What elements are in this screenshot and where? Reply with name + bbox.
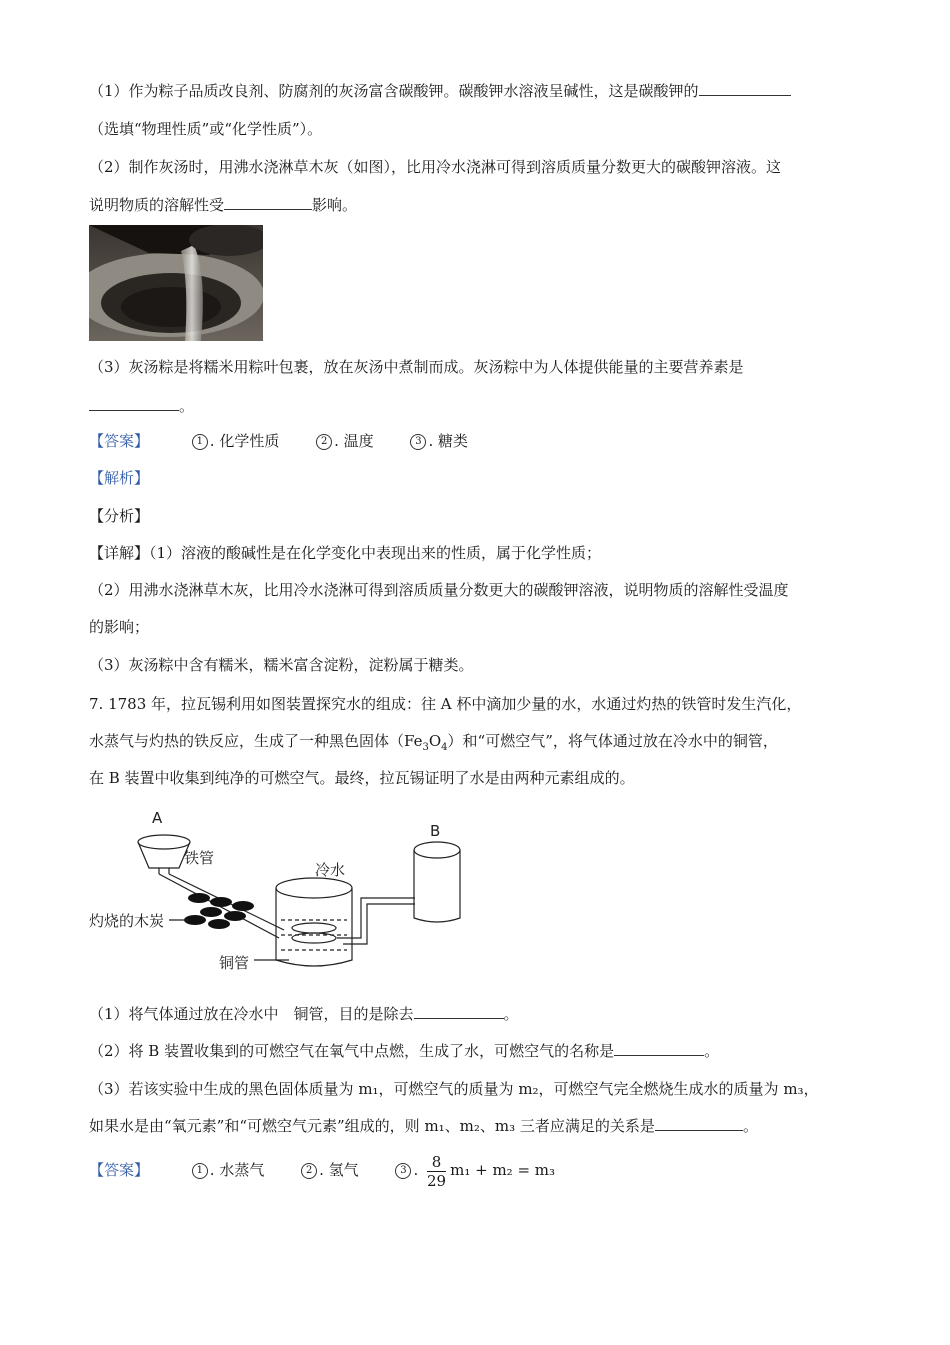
lye-pouring-photo [89,225,263,341]
answer-list [192,1152,587,1190]
analysis-tag: 【解析】 [89,469,150,487]
q6-part1-line1 [89,80,791,102]
answer-blank [224,195,312,210]
detail-line1: 【详解】（1）溶液的酸碱性是在化学变化中表现出来的性质，属于化学性质； [89,544,602,562]
q7-answer [89,1152,587,1190]
answer-blank [89,396,179,411]
q7-sub3-line1: （3）若该实验中生成的黑色固体质量为 m₁，可燃空气的质量为 m₂，可燃空气完全燃烧生成水的质量为 m₃， [89,1080,819,1098]
answer-list [192,432,500,450]
q7-intro-line3: 在 B 装置中收集到纯净的可燃空气。最终，拉瓦锡证明了水是由两种元素组成的。 [89,769,635,787]
fenxi-tag: 【分析】 [89,507,150,525]
q6-part2-line1: （2）制作灰汤时，用沸水浇淋草木灰（如图），比用冷水浇淋可得到溶质质量分数更大的碳酸钾溶液。这 [89,158,782,176]
q6-part2-line2: 说明物质的溶解性受 影响。 [89,196,358,214]
answer-item: 1 . 化学性质 [192,432,280,450]
q6-part1-text: （1）作为粽子品质改良剂、防腐剂的灰汤富含碳酸钾。碳酸钾水溶液呈碱性，这是碳酸钾的 [89,82,699,100]
formula-rest: m₁ + m₂ = m₃ [450,1161,556,1179]
answer-item: 2 . 温度 [316,432,374,450]
label-a: A [152,810,163,827]
q7-sub1: （1）将气体通过放在冷水中 铜管，目的是除去 。 [89,1005,519,1023]
label-charcoal: 灼烧的木炭 [89,912,165,930]
answer-tag: 【答案】 [89,1161,150,1179]
answer-item: 3 . $\frac{8}{29}$ m₁ + m₂ = m₃ [395,1161,555,1179]
lavoisier-apparatus-diagram [89,810,469,980]
label-copper-tube: 铜管 [219,954,250,972]
answer-blank [414,1004,504,1019]
answer-tag: 【答案】 [89,432,150,450]
answer-blank [655,1116,743,1131]
q7-sub2: （2）将 B 装置收集到的可燃空气在氧气中点燃，生成了水，可燃空气的名称是 。 [89,1042,720,1060]
label-b: B [430,822,441,840]
detail-tag: 【详解】 [89,544,150,562]
q6-answer [89,430,500,452]
label-cold-water: 冷水 [315,861,346,879]
label-iron-tube: 铁管 [184,849,215,867]
q7-intro-line1: 7. 1783 年，拉瓦锡利用如图装置探究水的组成：往 A 杯中滴加少量的水，水通过灼热的铁管时发生汽化， [89,695,802,713]
answer-item: 1 . 水蒸气 [192,1161,265,1179]
answer-item: 2 . 氢气 [301,1161,359,1179]
fraction: $\frac{8}{29}$ [427,1152,447,1190]
detail-line4: （3）灰汤粽中含有糯米，糯米富含淀粉，淀粉属于糖类。 [89,656,474,674]
detail-line2: （2）用沸水浇淋草木灰，比用冷水浇淋可得到溶质质量分数更大的碳酸钾溶液，说明物质的溶解性受温度 [89,581,789,599]
q6-part3-line2: 。 [89,395,194,417]
q6-part1-line2: （选填“物理性质”或“化学性质”）。 [89,120,323,138]
answer-blank [699,81,791,96]
charcoal-pieces [184,893,254,929]
q7-intro-line2: 水蒸气与灼热的铁反应，生成了一种黑色固体$(Fe_3O_4)$和“可燃空气”，将气体通过放在冷水中的铜管， [89,732,778,753]
detail-line3: 的影响； [89,618,150,636]
q6-part3-line1: （3）灰汤粽是将糯米用粽叶包裹，放在灰汤中煮制而成。灰汤粽中为人体提供能量的主要营养素是 [89,358,744,376]
answer-blank [614,1041,704,1056]
answer-item: 3 . 糖类 [410,432,468,450]
q7-sub3-line2: 如果水是由“氧元素”和“可燃空气元素”组成的，则 m₁、m₂、m₃ 三者应满足的关系是 。 [89,1117,758,1135]
